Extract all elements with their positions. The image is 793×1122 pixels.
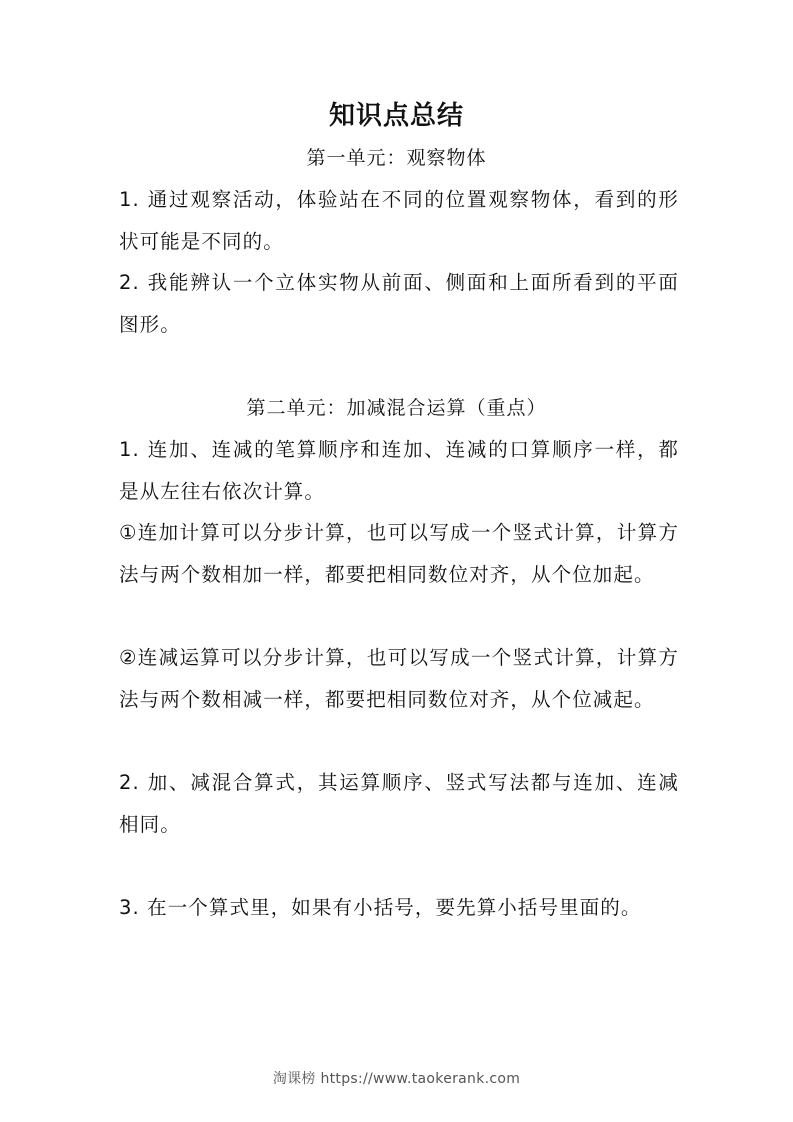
unit1-heading: 第一单元：观察物体 xyxy=(306,147,487,169)
footer-watermark: 淘课榜 https://www.taokerank.com xyxy=(272,1071,521,1087)
unit2-point-2: 2. 加、减混合算式，其运算顺序、竖式写法都与连加、连减相同。 xyxy=(119,771,679,836)
unit2-point-3: 3. 在一个算式里，如果有小括号，要先算小括号里面的。 xyxy=(119,896,642,919)
unit2-sub-point-2: ②连减运算可以分步计算，也可以写成一个竖式计算，计算方法与两个数相减一样，都要把相同数位对齐，从个位减起。 xyxy=(119,646,679,711)
unit2-sub-point-1: ①连加计算可以分步计算，也可以写成一个竖式计算，计算方法与两个数相加一样，都要把相同数位对齐，从个位加起。 xyxy=(119,521,679,586)
unit2-point-1: 1. 连加、连减的笔算顺序和连加、连减的口算顺序一样，都是从左往右依次计算。 xyxy=(119,438,679,503)
unit2-heading: 第二单元：加减混合运算（重点） xyxy=(246,397,547,419)
unit1-point-1: 1. 通过观察活动，体验站在不同的位置观察物体，看到的形状可能是不同的。 xyxy=(119,188,679,253)
page-title: 知识点总结 xyxy=(328,101,464,131)
unit1-point-2: 2. 我能辨认一个立体实物从前面、侧面和上面所看到的平面图形。 xyxy=(119,271,679,336)
